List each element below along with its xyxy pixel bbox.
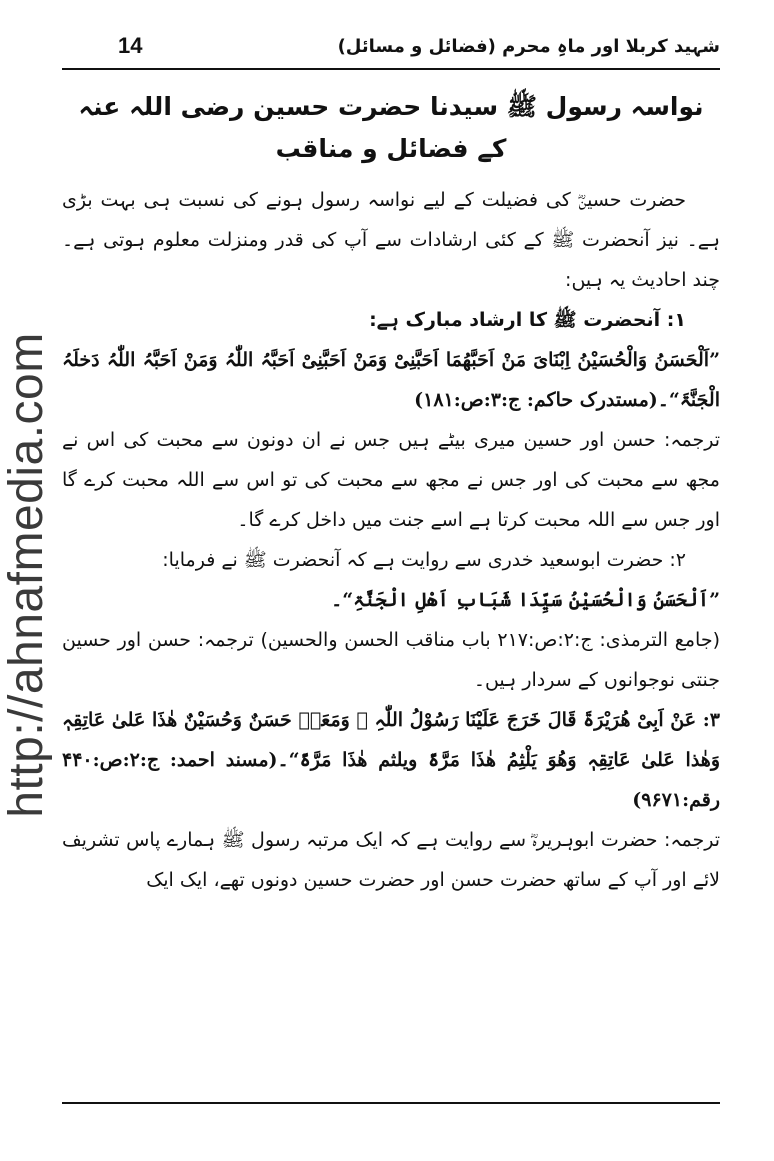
hadith-1-translation: ترجمہ: حسن اور حسین میری بیٹے ہیں جس نے ان دونون سے محبت کی اس نے مجھ سے محبت کی اور جس نے مجھ سے محبت کی تو اس سے اللہ محبت کرے گا اور جس سے اللہ محبت کرتا ہے اسے جنت میں داخل کرے گا۔ <box>62 429 720 531</box>
hadith-1-arabic: ”اَلْحَسَنُ وَالْحُسَیْنُ اِبْنَایَ مَنْ اَحَبَّھُمَا اَحَبَّنِیْ وَمَنْ اَحَبَّنِیْ اَحَبَّہُ اللّٰہُ وَمَنْ اَحَبَّہُ اللّٰہُ دَخلَہُ الْجَنَّۃَ“۔(مستدرک حاکم: ج:۳:ص:۱۸۱) <box>62 349 720 411</box>
header-rule <box>62 68 720 70</box>
page-number: 14 <box>118 33 143 58</box>
hadith-2-reference: (جامع الترمذی: ج:۲:ص:۲۱۷ باب مناقب الحسن والحسین) ترجمہ: حسن اور حسین جنتی نوجوانوں کے سردار ہیں۔ <box>62 629 720 691</box>
running-title: شہید کربلا اور ماہِ محرم (فضائل و مسائل) <box>337 35 720 57</box>
hadith-2-arabic: ”اَلْحَسَنُ وَالْحُسَیْنُ سَیِّدَا شَبَابِ اَھْلِ الْجَنَّۃِ“۔ <box>331 589 720 611</box>
page-header <box>62 26 720 66</box>
intro-paragraph: حضرت حسینؓ کی فضیلت کے لیے نواسہ رسول ہونے کی نسبت ہی بہت بڑی ہے۔ نیز آنحضرت ﷺ کے کئی ارشادات سے آپ کی قدر ومنزلت معلوم ہوتی ہے۔ چند احادیث یہ ہیں: <box>62 189 720 291</box>
page-body <box>62 78 720 1098</box>
section-heading: نواسہ رسول ﷺ سیدنا حضرت حسین رضی اللہ عنہ کے فضائل و مناقب <box>78 92 704 163</box>
hadith-3-translation: ترجمہ: حضرت ابوہریرہؓ سے روایت ہے کہ ایک مرتبہ رسول ﷺ ہمارے پاس تشریف لائے اور آپ کے ساتھ حضرت حسن اور حضرت حسین دونوں تھے، ایک ایک <box>62 829 720 891</box>
footer-rule <box>62 1102 720 1104</box>
hadith-3-arabic: ۳: عَنْ اَبِیْ ھُرَیْرَۃَ قَالَ خَرَجَ عَلَیْنَا رَسُوْلُ اللّٰہِ ﷺ وَمَعَہٗ حَسَنٌ وَحُسَیْنٌ ھٰذَا عَلیٰ عَاتِقِہٖ وَھٰذا عَلیٰ عَاتِقِہٖ وَھُوَ یَلْثِمُ ھٰذَا مَرَّۃً ویلثم ھٰذَا مَرَّۃً“۔(مسند احمد: ج:۲:ص:۴۴۰ رقم:۹۶۷۱) <box>62 709 720 811</box>
hadith-2-intro: ۲: حضرت ابوسعید خدری سے روایت ہے کہ آنحضرت ﷺ نے فرمایا: <box>162 549 686 571</box>
hadith-1-intro: ۱: آنحضرت ﷺ کا ارشاد مبارک ہے: <box>369 309 686 331</box>
watermark-url: http://ahnafmedia.com <box>0 332 53 818</box>
